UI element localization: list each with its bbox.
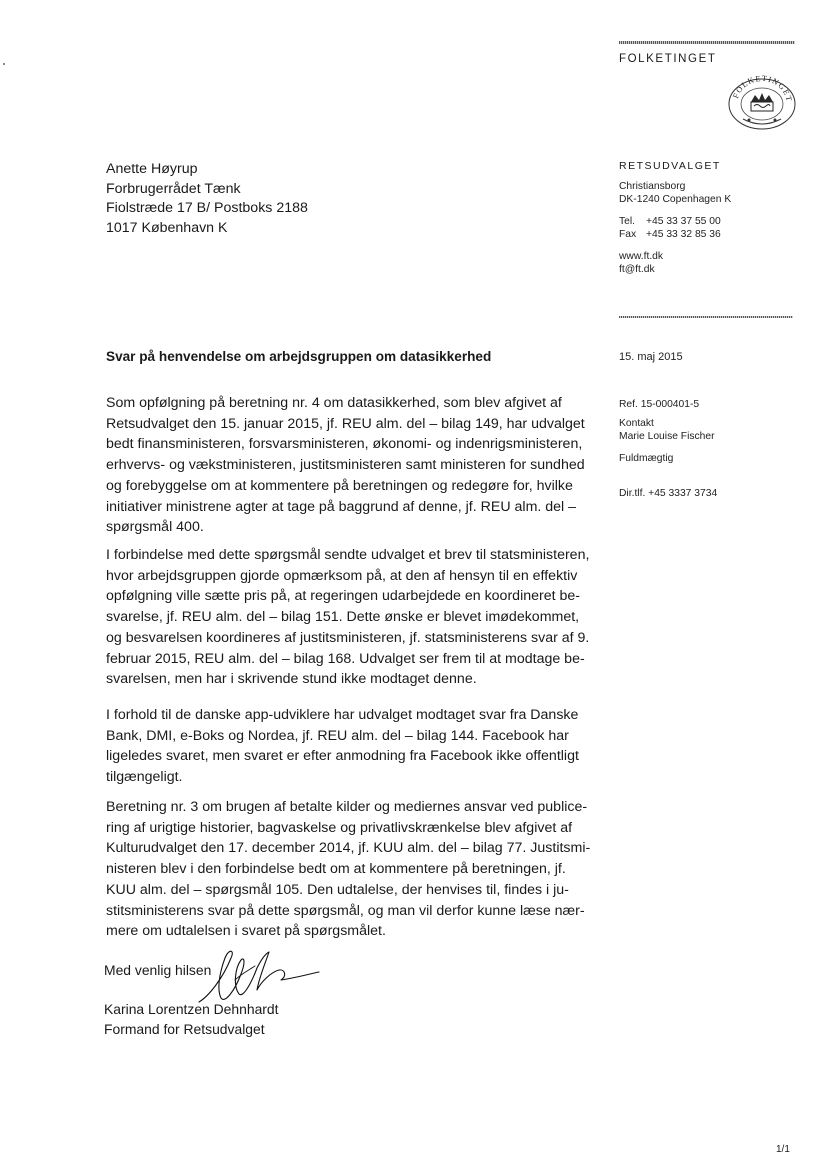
body-line: mere om udtalelsen i svaret på spørgsmålet. [106,923,386,940]
body-line: initiativer ministrene agter at tage på baggrund af denne, jf. REU alm. del – [106,498,577,515]
body-line: ring af urigtige historier, bagvaskelse og privatlivskrænkelse blev afgivet af [106,819,573,836]
body-line: og forebyggelse om at kommentere på beretningen og redegøre for, hvilke [106,477,573,494]
paragraph-1 [106,393,606,538]
sender-address-line: Christiansborg [619,181,686,192]
contact-name: Marie Louise Fischer [619,431,715,443]
phone-label: Tel. [619,216,636,227]
body-line: svarelse, jf. REU alm. del – bilag 151. Dette ønske er blevet imødekommet, [106,609,580,626]
recipient-organisation: Forbrugerrådet Tænk [106,180,241,197]
fax-number: +45 33 32 85 36 [646,229,721,241]
sender-phone-block [619,215,721,242]
svg-text:FOLKETINGET: FOLKETINGET [731,73,794,104]
header-rule [619,41,795,44]
fax-label: Fax [619,229,637,241]
paragraph-3 [106,705,606,788]
organisation-name: FOLKETINGET [619,53,717,65]
website-link[interactable]: www.ft.dk [619,251,664,262]
body-line: Bank, DMI, e-Boks og Nordea, jf. REU alm. del – bilag 144. Facebook har [106,727,569,744]
recipient-address [106,160,308,238]
fax-row [619,228,721,241]
recipient-street: Fiolstræde 17 B/ Postboks 2188 [106,200,308,216]
parliament-seal-logo [727,72,797,130]
committee-name: RETSUDVALGET [619,160,721,172]
sidebar-divider [619,316,793,318]
body-line: svarelsen, men har i skrivende stund ikke modtaget denne. [106,671,477,688]
body-line: stitsministerens svar på dette spørgsmål, og man vil derfor kunne læse nær- [106,902,585,919]
body-line: spørgsmål 400. [106,519,204,536]
phone-row [619,215,721,228]
body-line: Som opfølgning på beretning nr. 4 om datasikkerhed, som blev afgivet af [106,395,562,411]
reference-number: Ref. 15-000401-5 [619,399,700,410]
sender-address-line: DK-1240 Copenhagen K [619,194,732,206]
recipient-name: Anette Høyrup [106,161,198,177]
recipient-city: 1017 København K [106,219,228,236]
body-line: KUU alm. del – spørgsmål 105. Den udtalelse, der henvises til, findes i ju- [106,881,569,898]
page-number: 1/1 [776,1144,790,1155]
body-line: opfølgning ville sætte pris på, at regeringen udarbejdede en koordineret be- [106,588,580,605]
body-line: hvor arbejdsgruppen gjorde opmærksom på, at den af hensyn til en effektiv [106,567,578,584]
signer-title: Formand for Retsudvalget [104,1021,265,1037]
contact-title: Fuldmægtig [619,453,674,464]
contact-block [619,417,715,444]
body-line: I forbindelse med dette spørgsmål sendte udvalget et brev til statsministeren, [106,547,590,563]
phone-number: +45 33 37 55 00 [646,216,721,227]
sender-address [619,180,731,207]
signer-name: Karina Lorentzen Dehnhardt [104,1001,279,1017]
sender-web-block [619,250,663,277]
letter-subject: Svar på henvendelse om arbejdsgruppen om datasikkerhed [106,349,492,364]
body-line: nisteren blev i den forbindelse bedt om at kommentere på beretningen, jf. [106,861,566,878]
body-line: Retsudvalget den 15. januar 2015, jf. REU alm. del – bilag 149, har udvalget [106,415,585,432]
body-line: I forhold til de danske app-udviklere har udvalget modtaget svar fra Danske [106,707,579,723]
scan-mark [3,63,5,65]
paragraph-4 [106,797,606,942]
direct-phone: Dir.tlf. +45 3337 3734 [619,488,718,499]
body-line: og besvarelsen koordineres af justitsministeren, jf. statsministerens svar af 9. [106,629,590,646]
body-line: bedt finansministeren, forsvarsministeren, økonomi- og indenrigsministeren, [106,436,583,453]
body-line: februar 2015, REU alm. del – bilag 168. Udvalget ser frem til at modtage be- [106,650,585,667]
body-line: Kulturudvalget den 17. december 2014, jf. KUU alm. del – bilag 77. Justitsmi- [106,840,591,857]
body-line: tilgængeligt. [106,769,183,786]
body-line: ligeledes svaret, men svaret er efter anmodning fra Facebook ikke offentligt [106,748,579,765]
contact-label: Kontakt [619,418,654,429]
paragraph-2 [106,545,606,690]
email-link[interactable]: ft@ft.dk [619,264,655,276]
closing-phrase: Med venlig hilsen [104,962,212,978]
letter-date: 15. maj 2015 [619,351,683,363]
body-line: erhvervs- og vækstministeren, justitsministeren samt ministeren for sundhed [106,457,585,474]
body-line: Beretning nr. 3 om brugen af betalte kilder og mediernes ansvar ved publice- [106,799,588,815]
